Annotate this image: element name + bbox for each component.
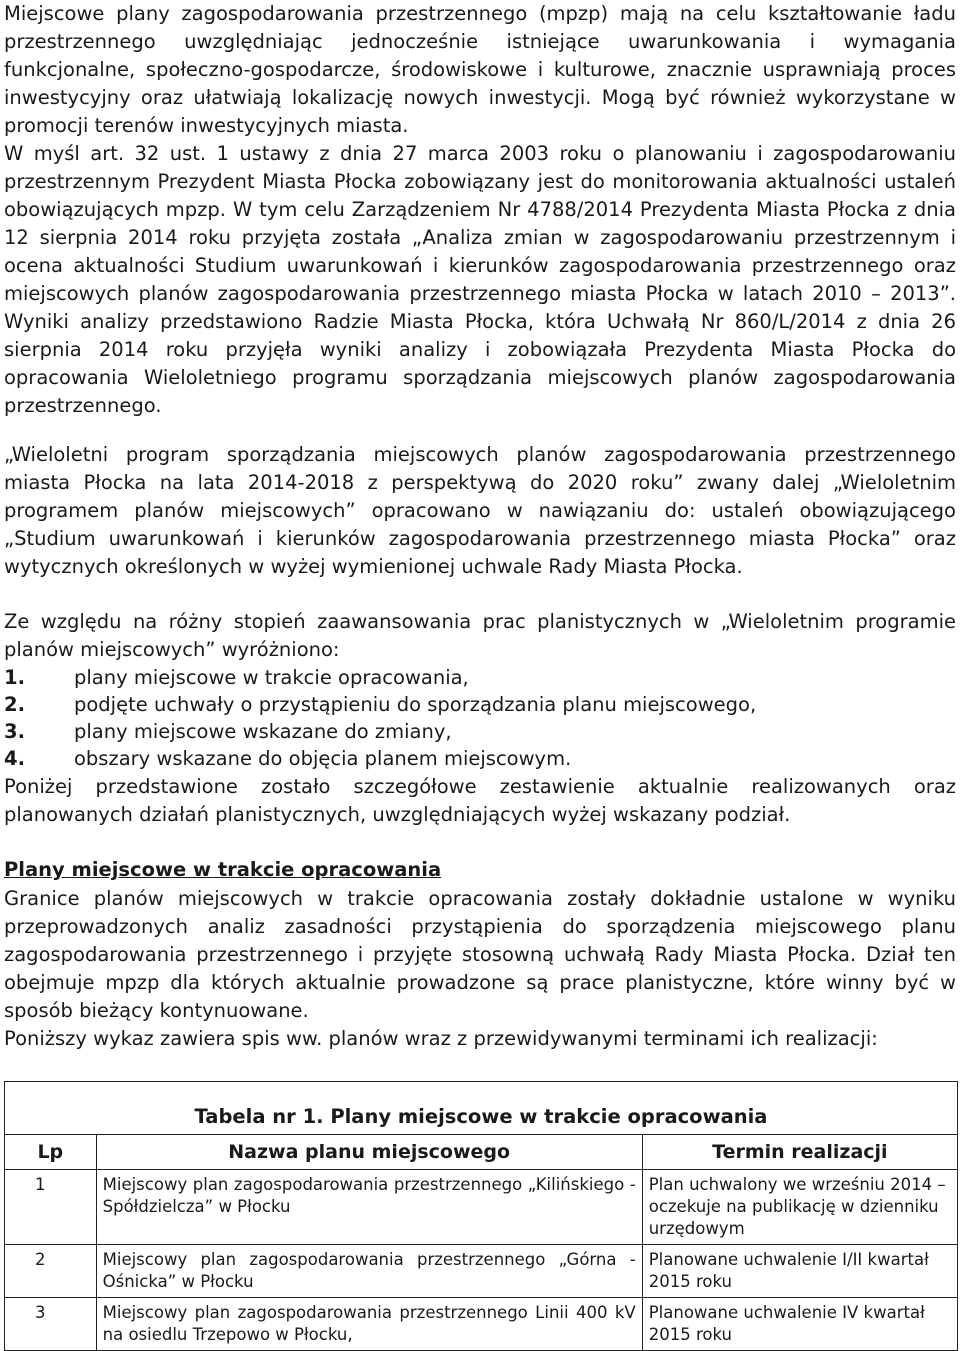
table-row xyxy=(5,1298,958,1351)
list-item xyxy=(4,691,956,718)
cell-name: Miejscowy plan zagospodarowania przestrzennego „Kilińskiego - Spółdzielcza” w Płocku xyxy=(96,1170,642,1245)
list-item xyxy=(4,745,956,772)
cell-lp: 3 xyxy=(5,1298,97,1351)
division-list xyxy=(4,664,956,772)
list-item-number: 4. xyxy=(4,747,25,770)
header-name: Nazwa planu miejscowego xyxy=(96,1135,642,1170)
intro-paragraph: Miejscowe plany zagospodarowania przestrzennego (mpzp) mają na celu kształtowanie ładu przestrzennego uwzględniając jednocześnie istniejące uwarunkowania i wymagania funkcjonalne, społeczno-gospodarcze, środowiskowe i kulturowe, znacznie usprawniają proces inwestycyjny oraz ułatwiają lokalizację nowych inwestycji. Mogą być również wykorzystane w promocji terenów inwestycyjnych miasta. xyxy=(4,2,956,137)
list-item xyxy=(4,718,956,745)
list-item-number: 2. xyxy=(4,693,25,716)
list-item-text: podjęte uchwały o przystąpieniu do sporządzania planu miejscowego, xyxy=(74,693,757,716)
list-item-number: 3. xyxy=(4,720,25,743)
list-item xyxy=(4,664,956,691)
table-row xyxy=(5,1245,958,1298)
section-paragraph: Granice planów miejscowych w trakcie opracowania zostały dokładnie ustalone w wyniku przeprowadzonych analiz zasadności przystąpienia do sporządzenia miejscowego planu zagospodarowania przestrzennego i przyjęte stosowną uchwałą Rady Miasta Płocka. Dział ten obejmuje mpzp dla których aktualnie prowadzone są prace planistyczne, które winny być w sposób bieżący kontynuowane. xyxy=(4,887,956,1022)
cell-name: Miejscowy plan zagospodarowania przestrzennego Linii 400 kV na osiedlu Trzepowo w Płocku, xyxy=(96,1298,642,1351)
cell-name: Miejscowy plan zagospodarowania przestrzennego „Górna - Ośnicka” w Płocku xyxy=(96,1245,642,1298)
cell-term: Planowane uchwalenie I/II kwartał 2015 roku xyxy=(642,1245,957,1298)
summary-paragraph: Poniżej przedstawione zostało szczegółowe zestawienie aktualnie realizowanych oraz planowanych działań planistycznych, uwzględniających wyżej wskazany podział. xyxy=(4,775,956,826)
program-paragraph: „Wieloletni program sporządzania miejscowych planów zagospodarowania przestrzennego miasta Płocka na lata 2014-2018 z perspektywą do 2020 roku” zwany dalej „Wieloletnim programem planów miejscowych” opracowano w nawiązaniu do: ustaleń obowiązującego „Studium uwarunkowań i kierunków zagospodarowania przestrzennego miasta Płocka” oraz wytycznych określonych w wyżej wymienionej uchwale Rady Miasta Płocka. xyxy=(4,443,956,578)
cell-term: Planowane uchwalenie IV kwartał 2015 roku xyxy=(642,1298,957,1351)
header-term: Termin realizacji xyxy=(642,1135,957,1170)
list-item-text: plany miejscowe w trakcie opracowania, xyxy=(74,666,469,689)
list-item-number: 1. xyxy=(4,666,25,689)
plans-table xyxy=(4,1081,958,1351)
cell-lp: 2 xyxy=(5,1245,97,1298)
table-caption: Tabela nr 1. Plany miejscowe w trakcie opracowania xyxy=(5,1082,958,1135)
division-paragraph: Ze względu na różny stopień zaawansowania prac planistycznych w „Wieloletnim programie planów miejscowych” wyróżniono: xyxy=(4,610,956,661)
cell-lp: 1 xyxy=(5,1170,97,1245)
list-item-text: obszary wskazane do objęcia planem miejscowym. xyxy=(74,747,572,770)
header-lp: Lp xyxy=(5,1135,97,1170)
list-intro-paragraph: Poniższy wykaz zawiera spis ww. planów wraz z przewidywanymi terminami ich realizacji: xyxy=(4,1027,878,1050)
cell-term: Plan uchwalony we wrześniu 2014 – oczekuje na publikację w dzienniku urzędowym xyxy=(642,1170,957,1245)
list-item-text: plany miejscowe wskazane do zmiany, xyxy=(74,720,452,743)
table-row xyxy=(5,1170,958,1245)
legal-basis-paragraph: W myśl art. 32 ust. 1 ustawy z dnia 27 marca 2003 roku o planowaniu i zagospodarowaniu przestrzennym Prezydent Miasta Płocka zobowiązany jest do monitorowania aktualności ustaleń obowiązujących mpzp. W tym celu Zarządzeniem Nr 4788/2014 Prezydenta Miasta Płocka z dnia 12 sierpnia 2014 roku przyjęta została „Analiza zmian w zagospodarowaniu przestrzennym i ocena aktualności Studium uwarunkowań i kierunków zagospodarowania przestrzennego oraz miejscowych planów zagospodarowania przestrzennego miasta Płocka w latach 2010 – 2013”. Wyniki analizy przedstawiono Radzie Miasta Płocka, która Uchwałą Nr 860/L/2014 z dnia 26 sierpnia 2014 roku przyjęła wyniki analizy i zobowiązała Prezydenta Miasta Płocka do opracowania Wieloletniego programu sporządzania miejscowych planów zagospodarowania przestrzennego. xyxy=(4,142,956,417)
table-header-row xyxy=(5,1135,958,1170)
section-heading: Plany miejscowe w trakcie opracowania xyxy=(4,858,442,881)
